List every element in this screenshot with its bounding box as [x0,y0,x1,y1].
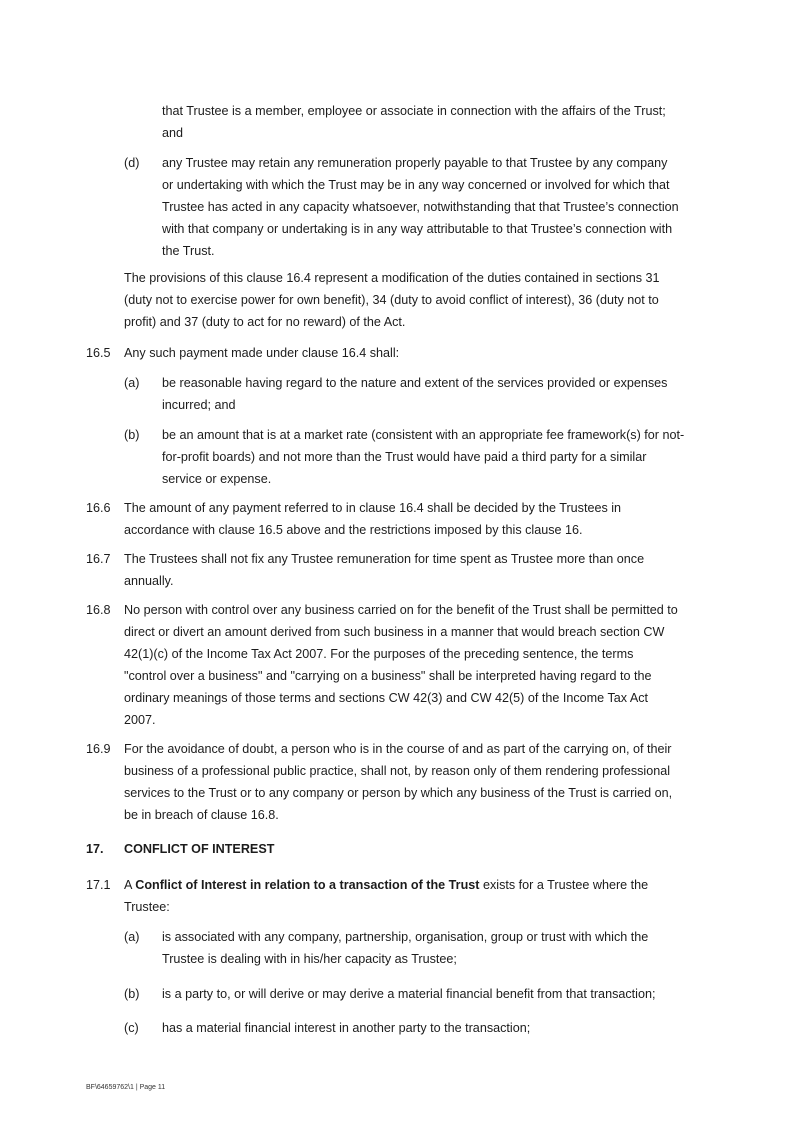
clause-16-5-line: Any such payment made under clause 16.4 shall: [124,346,400,360]
clause-number-17-1: 17.1 [86,878,111,892]
continuation-line: and [162,126,184,140]
clause-number-16-5: 16.5 [86,346,111,360]
clause-17-1-c-line: has a material financial interest in another party to the transaction; [162,1021,531,1035]
continuation-line: that Trustee is a member, employee or associate in connection with the affairs of the Trust; [162,104,666,118]
page-footer: BF\64659762\1 | Page 11 [86,1084,166,1091]
clause-16-8-line: 42(1)(c) of the Income Tax Act 2007. For the purposes of the preceding sentence, the terms [124,647,634,661]
clause-number-16-9: 16.9 [86,742,111,756]
clause-16-5-b-line: for-profit boards) and not more than the Trust would have paid a third party for a similar [162,450,647,464]
clause-16-5-b-line: be an amount that is at a market rate (consistent with an appropriate fee framework(s) for not- [162,428,685,442]
clause-number-16-6: 16.6 [86,501,111,515]
clause-16-7-line: annually. [124,574,174,588]
subclause-d-line: any Trustee may retain any remuneration properly payable to that Trustee by any company [162,156,668,170]
clause-16-9-line: business of a professional public practice, shall not, by reason only of them rendering professional [124,764,671,778]
subclause-d-line: with that company or undertaking is in any way attributable to that Trustee’s connection with [162,222,673,236]
clause-16-9-line: For the avoidance of doubt, a person who is in the course of and as part of the carrying on, of their [124,742,672,756]
clause-16-5-a-line: be reasonable having regard to the nature and extent of the services provided or expenses [162,376,668,390]
clause-16-6-line: accordance with clause 16.5 above and the restrictions imposed by this clause 16. [124,523,583,537]
clause-16-8-line: No person with control over any business carried on for the benefit of the Trust shall be permitted to [124,603,678,617]
clause-17-1-a-line: Trustee is dealing with in his/her capacity as Trustee; [162,952,457,966]
subclause-d-line: or undertaking with which the Trust may be in any way concerned or involved for which that [162,178,670,192]
section-heading: CONFLICT OF INTEREST [124,842,275,856]
defined-term: Conflict of Interest in relation to a transaction of the Trust [135,878,480,892]
clause-17-1-b-line: is a party to, or will derive or may derive a material financial benefit from that transaction; [162,987,656,1001]
clause-number-16-8: 16.8 [86,603,111,617]
provisions-line: (duty not to exercise power for own benefit), 34 (duty to avoid conflict of interest), 36 (duty not to [124,293,659,307]
subclause-d-line: Trustee has acted in any capacity whatsoever, notwithstanding that that Trustee’s connection [162,200,679,214]
clause-16-5-a-line: incurred; and [162,398,236,412]
clause-16-8-line: ordinary meanings of those terms and sections CW 42(3) and CW 42(5) of the Income Tax Act [124,691,649,705]
clause-16-5-b-line: service or expense. [162,472,272,486]
clause-16-8-line: "control over a business" and "carrying on a business" shall be interpreted having regard to the [124,669,652,683]
provisions-line: profit) and 37 (duty to act for no reward) of the Act. [124,315,406,329]
subclause-label-b: (b) [124,987,140,1001]
subclause-label-b: (b) [124,428,140,442]
clause-17-1-line: Trustee: [124,900,170,914]
clause-17-1-first-line [124,877,648,893]
clause-number-16-7: 16.7 [86,552,111,566]
subclause-label-c: (c) [124,1021,139,1035]
clause-17-1-suffix: exists for a Trustee where the [479,878,649,892]
clause-17-1-a-line: is associated with any company, partnership, organisation, group or trust with which the [162,930,649,944]
clause-16-9-line: services to the Trust or to any company or person by which any business of the Trust is carried on, [124,786,673,800]
clause-17-1-prefix: A [124,878,136,892]
clause-16-6-line: The amount of any payment referred to in clause 16.4 shall be decided by the Trustees in [124,501,622,515]
section-number-17: 17. [86,842,104,856]
subclause-d-line: the Trust. [162,244,215,258]
subclause-label-a: (a) [124,930,140,944]
clause-16-8-line: 2007. [124,713,156,727]
provisions-line: The provisions of this clause 16.4 represent a modification of the duties contained in sections 31 [124,271,660,285]
subclause-label-d: (d) [124,156,140,170]
subclause-label-a: (a) [124,376,140,390]
clause-16-9-line: be in breach of clause 16.8. [124,808,279,822]
clause-16-7-line: The Trustees shall not fix any Trustee remuneration for time spent as Trustee more than once [124,552,645,566]
clause-16-8-line: direct or divert an amount derived from such business in a manner that would breach section CW [124,625,665,639]
